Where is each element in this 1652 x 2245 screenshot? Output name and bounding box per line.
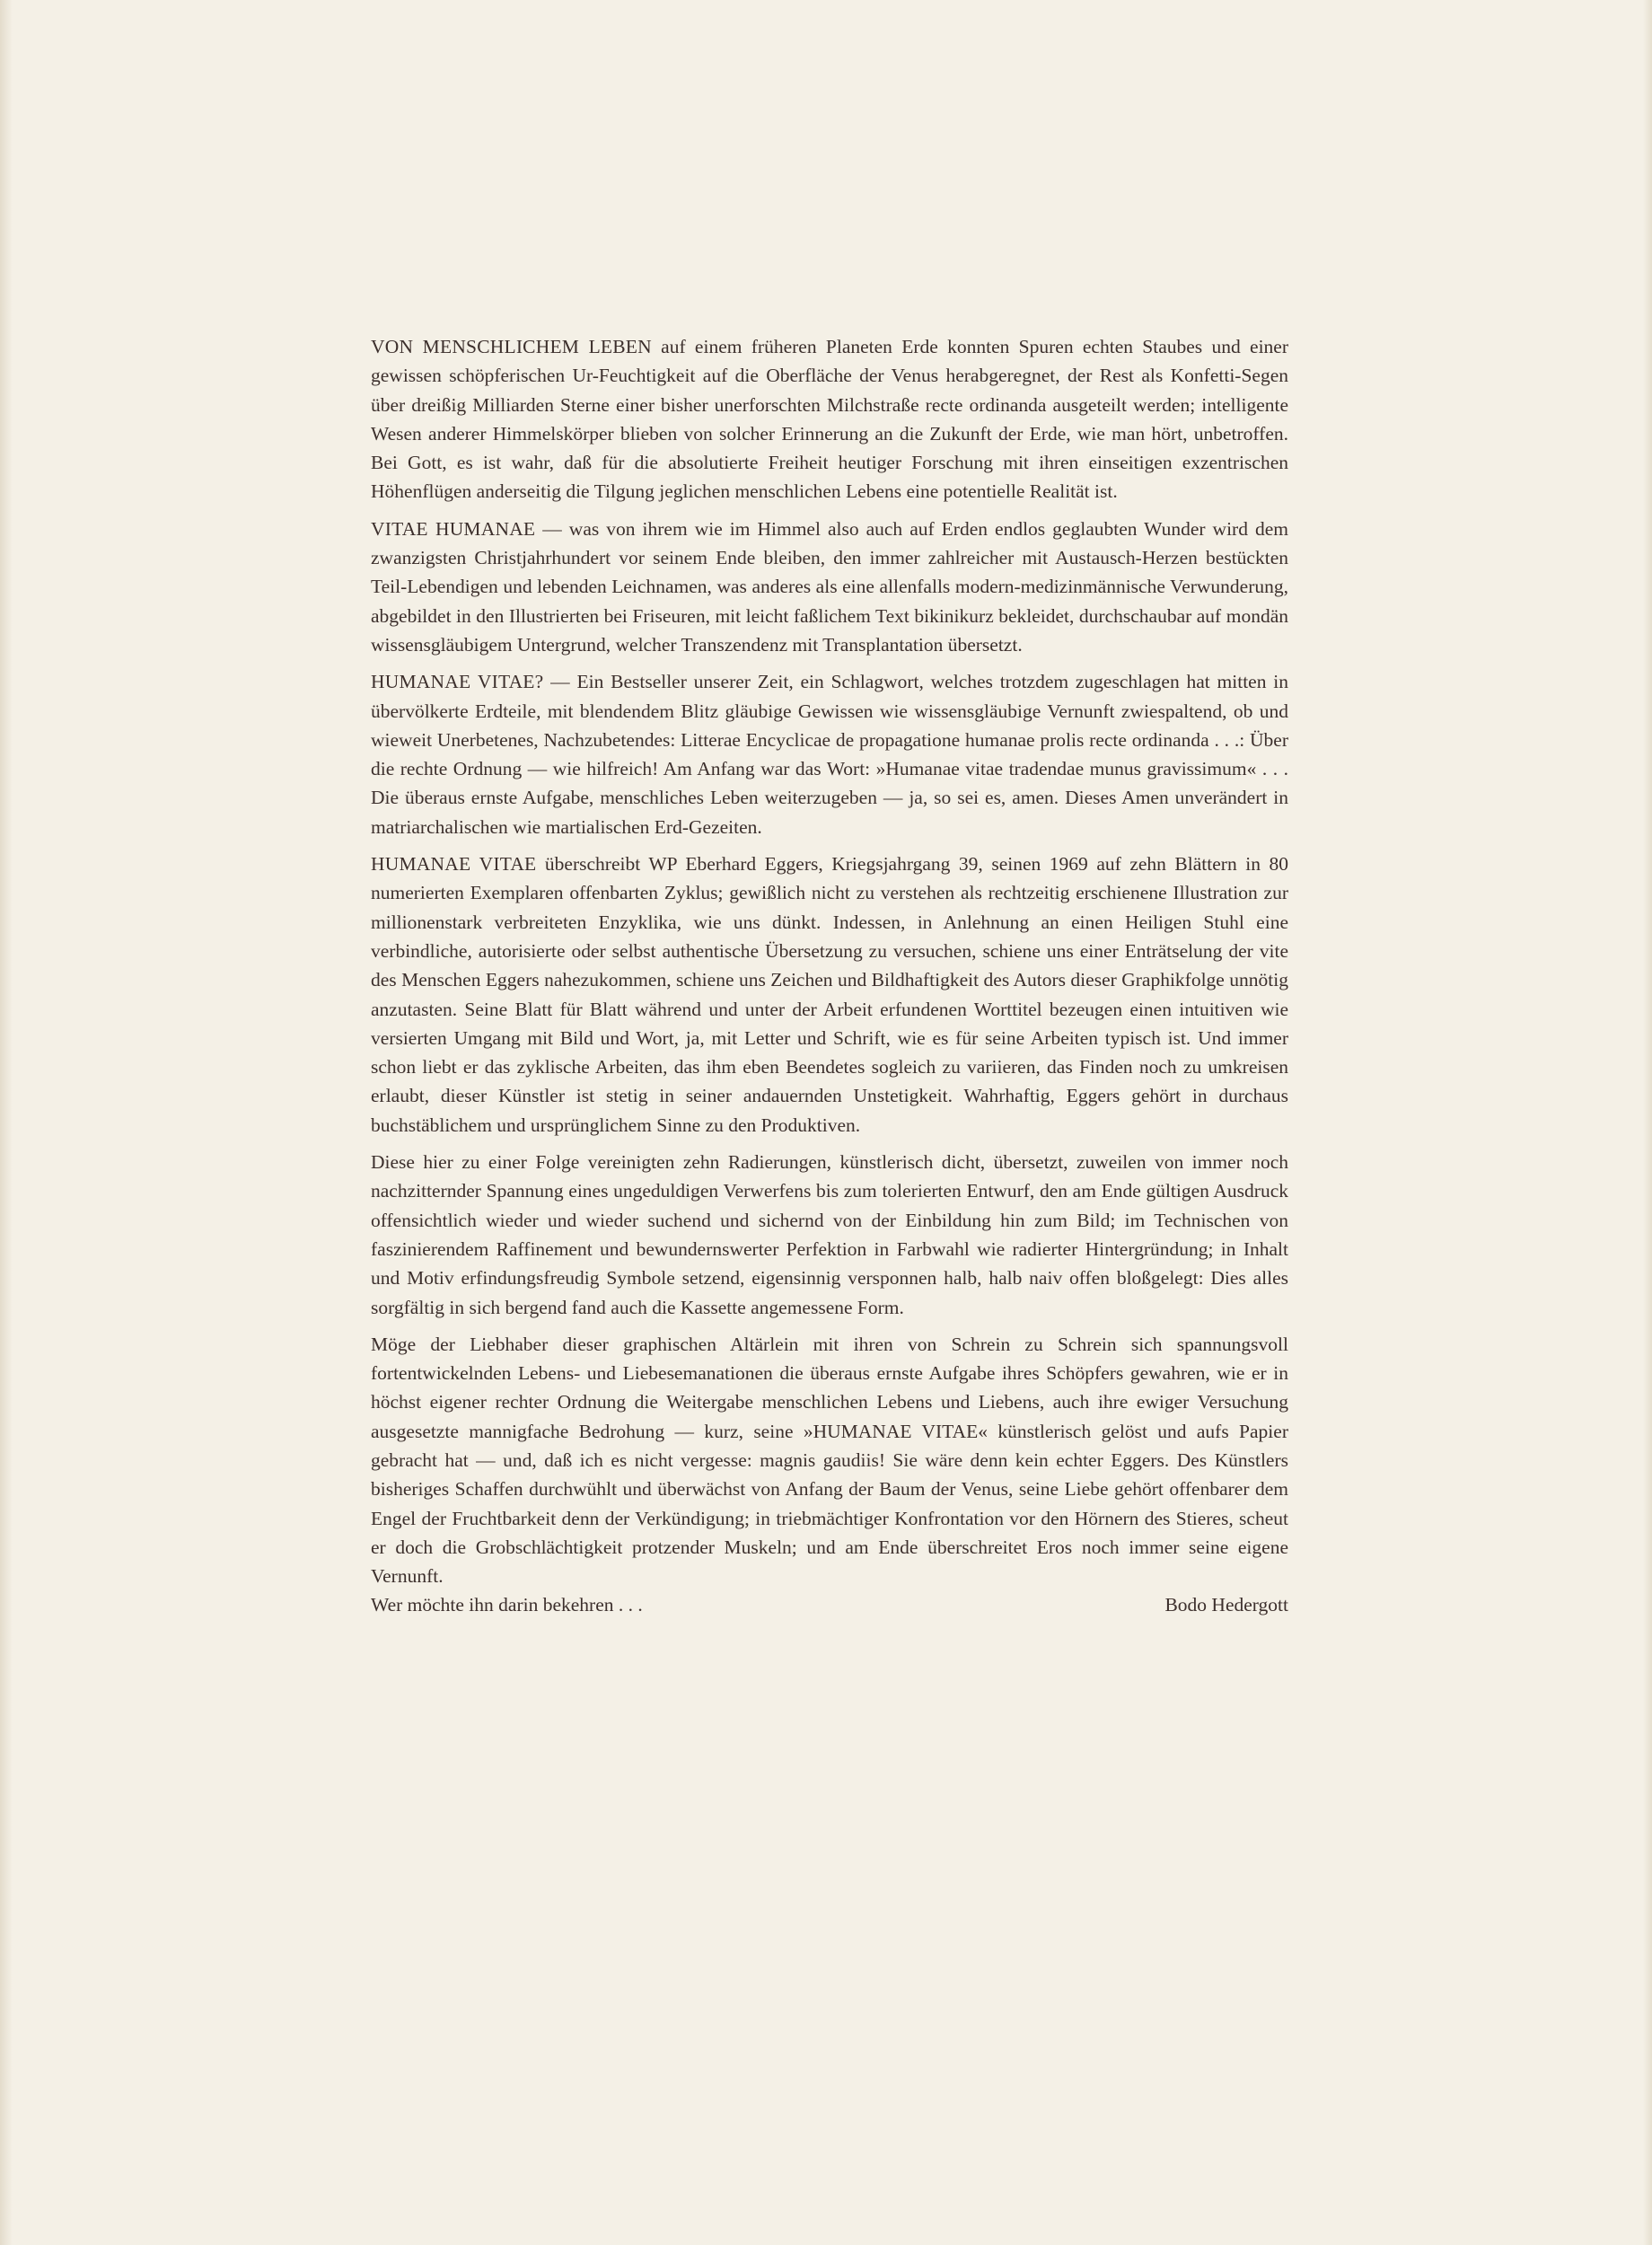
paragraph-lead: HUMANAE VITAE? [371, 671, 544, 693]
paragraph-1 [371, 332, 1288, 506]
closing-line [371, 1590, 1288, 1619]
paragraph-lead: VITAE HUMANAE [371, 517, 536, 540]
paragraph-body: — was von ihrem wie im Himmel also auch auf Erden endlos geglaubten Wunder wird dem zwanzigsten Christjahrhundert vor seinem Ende bleiben, den immer zahlreicher mit Austausch-Herzen bestückten Teil-Lebendigen und lebenden Leichnamen, was anderes als eine allenfalls modern-medizinmännische Verwunderung, abgebildet in den Illustrierten bei Friseuren, mit leicht faßlichem Text bikinikurz bekleidet, durchschaubar auf mondän wissensgläubigem Untergrund, welcher Transzendenz mit Transplantation übersetzt. [371, 517, 1288, 656]
author-signature: Bodo Hedergott [1164, 1594, 1288, 1616]
essay-text [371, 332, 1288, 1620]
paragraph-body: auf einem früheren Planeten Erde konnten Spuren echten Staubes und einer gewissen schöpferischen Ur-Feuchtigkeit auf die Oberfläche der Venus herabgeregnet, der Rest als Konfetti-Segen über dreißig Milliarden Sterne einer bisher unerforschten Milchstraße recte ordinanda ausgeteilt werden; intelligente Wesen anderer Himmelskörper blieben von solcher Erinnerung an die Zukunft der Erde, wie man hört, unbetroffen. Bei Gott, es ist wahr, daß für die absolutierte Freiheit heutiger Forschung mit ihren einseitigen exzentrischen Höhenflügen anderseitig die Tilgung jeglichen menschlichen Lebens eine potentielle Realität ist. [371, 336, 1289, 503]
paragraph-3 [371, 667, 1288, 841]
paragraph-4 [371, 850, 1288, 1140]
paragraph-lead: VON MENSCHLICHEM LEBEN [371, 336, 652, 357]
paragraph-lead: HUMANAE VITAE [371, 853, 537, 876]
paragraph-body: Möge der Liebhaber dieser graphischen Altärlein mit ihren von Schrein zu Schrein sich spannungsvoll fortentwickelnden Lebens- und Liebesemanationen die überaus ernste Aufgabe ihres Schöpfers gewahren, wie er in höchst eigener rechter Ordnung die Weitergabe menschlichen Lebens und Liebens, auch ihre ewiger Versuchung ausgesetzte mannigfache Bedrohung — kurz, seine »HUMANAE VITAE« künstlerisch gelöst und aufs Papier gebracht hat — und, daß ich es nicht vergesse: magnis gaudiis! Sie wäre denn kein echter Eggers. Des Künstlers bisheriges Schaffen durchwühlt und überwächst von Anfang der Baum der Venus, seine Liebe gehört offenbarer dem Engel der Fruchtbarkeit denn der Verkündigung; in triebmächtiger Konfrontation vor den Hörnern des Stieres, scheut er doch die Grobschlächtigkeit protzender Muskeln; und am Ende überschreitet Eros noch immer seine eigene Vernunft. [371, 1333, 1288, 1588]
paragraph-body: überschreibt WP Eberhard Eggers, Kriegsjahrgang 39, seinen 1969 auf zehn Blättern in 80 numerierten Exemplaren offenbarten Zyklus; gewißlich nicht zu verstehen als rechtzeitig erschienene Illustration zur millionenstark verbreiteten Enzyklika, wie uns dünkt. Indessen, in Anlehnung an einen Heiligen Stuhl eine verbindliche, autorisierte oder selbst authentische Übersetzung zu versuchen, schiene uns einer Enträtselung der vite des Menschen Eggers nahezukommen, schiene uns Zeichen und Bildhaftigkeit des Autors dieser Graphikfolge unnötig anzutasten. Seine Blatt für Blatt während und unter der Arbeit erfundenen Worttitel bezeugen einen intuitiven wie versierten Umgang mit Bild und Wort, ja, mit Letter und Schrift, wie es für seine Arbeiten typisch ist. Und immer schon liebt er das zyklische Arbeiten, das ihm eben Beendetes sogleich zu variieren, das Finden noch zu umkreisen erlaubt, dieser Künstler ist stetig in seiner andauernden Unstetigkeit. Wahrhaftig, Eggers gehört in durchaus buchstäblichem und ursprünglichem Sinne zu den Produktiven. [371, 853, 1288, 1136]
paragraph-5 [371, 1148, 1288, 1322]
paragraph-2 [371, 515, 1288, 659]
closing-sentence: Wer möchte ihn darin bekehren . . . [371, 1594, 643, 1616]
paragraph-body: — Ein Bestseller unserer Zeit, ein Schlagwort, welches trotzdem zugeschlagen hat mitten in übervölkerte Erdteile, mit blendendem Blitz gläubige Gewissen wie wissensgläubige Vernunft zwiespaltend, ob und wieweit Unerbetenes, Nachzubetendes: Litterae Encyclicae de propagatione humanae prolis recte ordinanda . . .: Über die rechte Ordnung — wie hilfreich! Am Anfang war das Wort: »Humanae vitae tradendae munus gravissimum« . . . Die überaus ernste Aufgabe, menschliches Leben weiterzugeben — ja, so sei es, amen. Dieses Amen unverändert in matriarchalischen wie martialischen Erd-Gezeiten. [371, 671, 1288, 838]
paragraph-body: Diese hier zu einer Folge vereinigten zehn Radierungen, künstlerisch dicht, übersetzt, zuweilen von immer noch nachzitternder Spannung eines ungeduldigen Verwerfens bis zum tolerierten Entwurf, den am Ende gültigen Ausdruck offensichtlich wieder und wieder suchend und sichernd von der Einbildung hin zum Bild; im Technischen von faszinierendem Raffinement und bewundernswerter Perfektion in Farbwahl wie radierter Hintergründung; in Inhalt und Motiv erfindungsfreudig Symbole setzend, eigensinnig versponnen halb, halb naiv offen bloßgelegt: Dies alles sorgfältig in sich bergend fand auch die Kassette angemessene Form. [371, 1151, 1288, 1318]
paragraph-6 [371, 1330, 1288, 1591]
